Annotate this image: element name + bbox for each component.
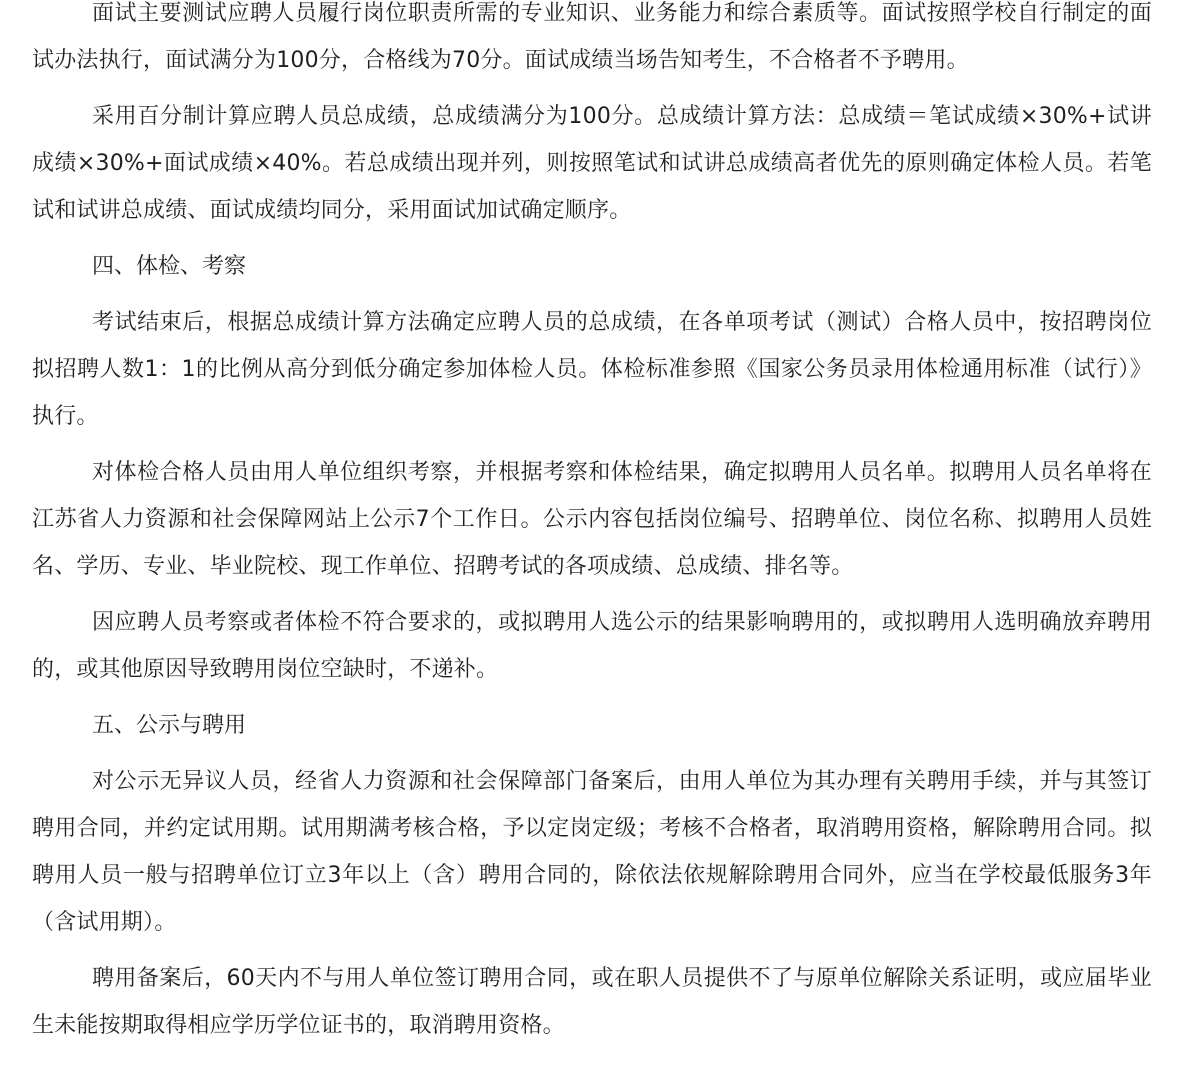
paragraph-interview: 面试主要测试应聘人员履行岗位职责所需的专业知识、业务能力和综合素质等。面试按照学校自行制定的面试办法执行，面试满分为100分，合格线为70分。面试成绩当场告知考生，不合格者不予聘用。 [32,1,1152,73]
section-heading-publicity: 五、公示与聘用 [92,713,247,738]
paragraph-inspection: 对体检合格人员由用人单位组织考察，并根据考察和体检结果，确定拟聘用人员名单。拟聘用人员名单将在江苏省人力资源和社会保障网站上公示7个工作日。公示内容包括岗位编号、招聘单位、岗位名称、拟聘用人员姓名、学历、专业、毕业院校、现工作单位、招聘考试的各项成绩、总成绩、排名等。 [32,460,1152,579]
article-body [32,0,1152,1058]
paragraph-contract: 对公示无异议人员，经省人力资源和社会保障部门备案后，由用人单位为其办理有关聘用手续，并与其签订聘用合同，并约定试用期。试用期满考核合格，予以定岗定级；考核不合格者，取消聘用资格，解除聘用合同。拟聘用人员一般与招聘单位订立3年以上（含）聘用合同的，除依法依规解除聘用合同外，应当在学校最低服务3年（含试用期）。 [32,769,1152,935]
paragraph-total-score: 采用百分制计算应聘人员总成绩，总成绩满分为100分。总成绩计算方法：总成绩＝笔试成绩×30%+试讲成绩×30%+面试成绩×40%。若总成绩出现并列，则按照笔试和试讲总成绩高者优先的原则确定体检人员。若笔试和试讲总成绩、面试成绩均同分，采用面试加试确定顺序。 [32,104,1152,223]
section-heading-medical-exam: 四、体检、考察 [92,254,247,279]
paragraph-disqualification: 聘用备案后，60天内不与用人单位签订聘用合同，或在职人员提供不了与原单位解除关系证明，或应届毕业生未能按期取得相应学历学位证书的，取消聘用资格。 [32,966,1152,1038]
paragraph-medical-exam: 考试结束后，根据总成绩计算方法确定应聘人员的总成绩，在各单项考试（测试）合格人员中，按招聘岗位拟招聘人数1：1的比例从高分到低分确定参加体检人员。体检标准参照《国家公务员录用体检通用标准（试行）》执行。 [32,310,1152,429]
paragraph-no-replacement: 因应聘人员考察或者体检不符合要求的，或拟聘用人选公示的结果影响聘用的，或拟聘用人选明确放弃聘用的，或其他原因导致聘用岗位空缺时，不递补。 [32,610,1152,682]
